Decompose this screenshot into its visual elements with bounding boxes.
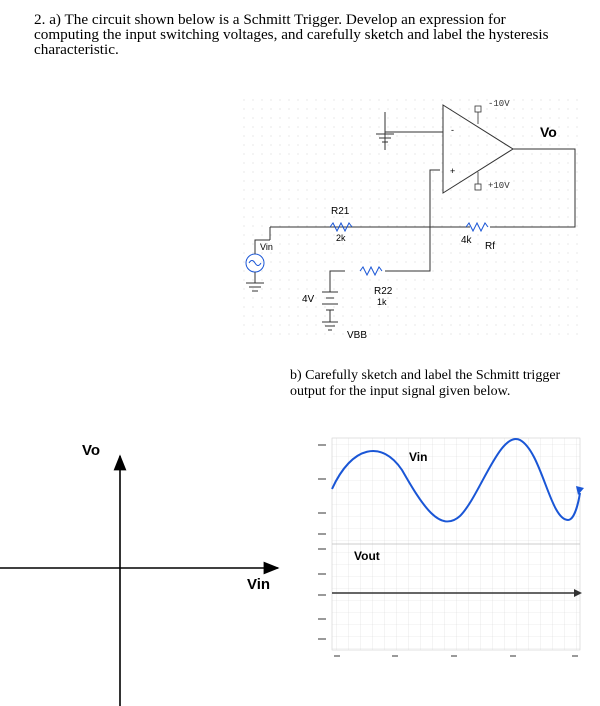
vin-source-name: Vin: [260, 242, 273, 252]
hysteresis-axes: [0, 456, 278, 706]
rf-value: 4k: [461, 235, 472, 246]
hysteresis-y-label: Vo: [82, 442, 101, 459]
r22-name: R22: [374, 286, 393, 297]
waveform-plot: [318, 438, 584, 657]
r21-name: R21: [331, 206, 350, 217]
vbb-value: 4V: [302, 294, 315, 305]
supply-neg-label: -10V: [488, 99, 510, 109]
vbb-name: VBB: [347, 330, 368, 341]
opamp-pin-minus: -: [451, 125, 454, 135]
vin-trace-label: Vin: [409, 450, 428, 464]
r22-value: 1k: [377, 297, 387, 307]
r21-value: 2k: [336, 233, 346, 243]
vout-trace-label: Vout: [354, 549, 380, 563]
rf-name: Rf: [485, 241, 495, 252]
output-label: Vo: [540, 124, 557, 140]
question-text: 2. a) The circuit shown below is a Schmitt Trigger. Develop an expression for computing the input switching voltages, and carefully sketch and label the hysteresis characteristic.: [34, 11, 549, 58]
part-b-text: b) Carefully sketch and label the Schmitt trigger output for the input signal given below.: [290, 368, 561, 399]
opamp-pin-plus: +: [450, 166, 456, 176]
supply-pos-label: +10V: [488, 181, 510, 191]
hysteresis-x-label: Vin: [247, 576, 271, 593]
